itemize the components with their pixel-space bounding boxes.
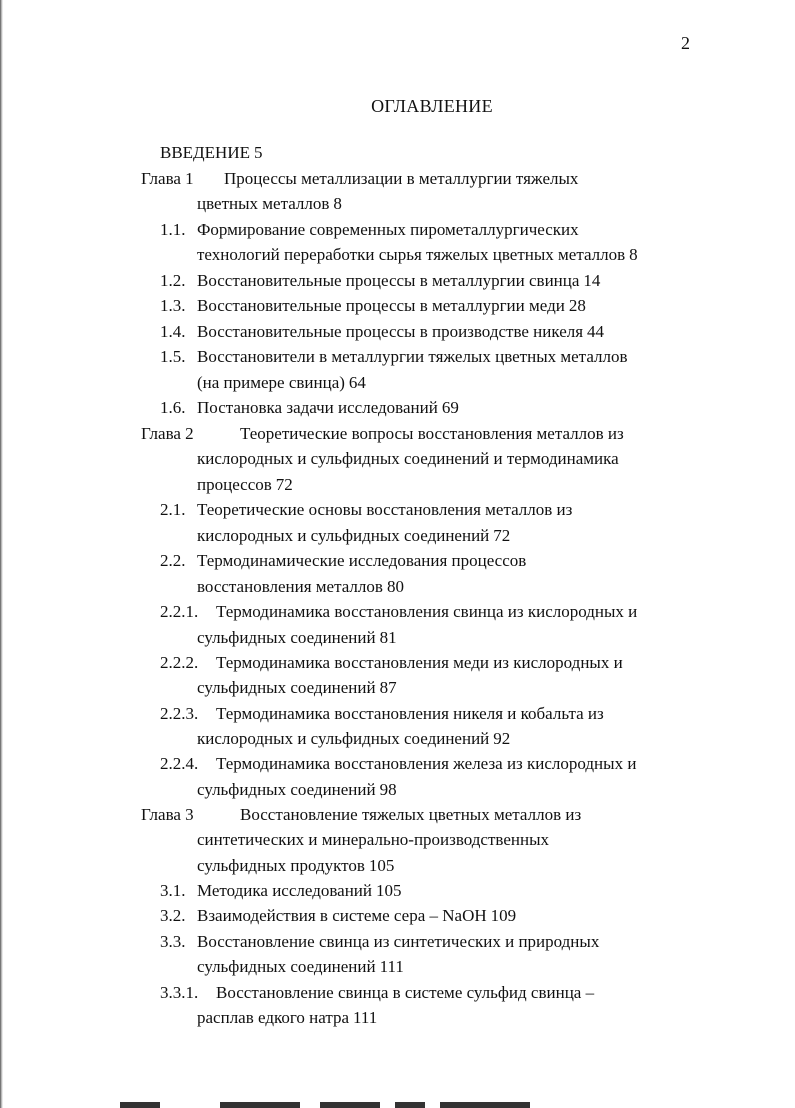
- toc-section-number: 1.2.: [160, 271, 186, 290]
- toc-subsection-number: 2.2.4.: [160, 754, 199, 773]
- toc-page-number: 105: [368, 856, 395, 875]
- toc-entry-label: сульфидных соединений: [197, 678, 376, 697]
- toc-page-number: 28: [568, 296, 586, 315]
- toc-entry-label: (на примере свинца): [197, 373, 345, 392]
- toc-entry-label: технологий переработки сырья тяжелых цветных металлов: [197, 245, 626, 264]
- toc-page-number: 105: [375, 881, 402, 900]
- toc-page-number: 5: [253, 143, 263, 162]
- toc-subsection-number: 3.3.1.: [160, 983, 199, 1002]
- toc-page-number: 8: [629, 245, 638, 264]
- toc-page-number: 109: [490, 906, 517, 925]
- toc-entry-label: Восстановительные процессы в металлургии свинца: [197, 271, 580, 290]
- toc-page-number: 64: [348, 373, 366, 392]
- toc-subsection-number: 2.2.3.: [160, 704, 199, 723]
- toc-entry-label: сульфидных соединений: [197, 957, 376, 976]
- toc-entry-label: ВВЕДЕНИЕ: [160, 143, 250, 162]
- toc-page-number: 80: [386, 577, 404, 596]
- toc-entry-label: Постановка задачи исследований: [197, 398, 438, 417]
- toc-section-number: 1.6.: [160, 398, 186, 417]
- toc-entry-label: восстановления металлов: [197, 577, 383, 596]
- toc-chapter-number: Глава 1: [141, 169, 194, 188]
- toc-section-number: 2.1.: [160, 500, 186, 519]
- toc-entry-label: Восстановительные процессы в металлургии меди: [197, 296, 565, 315]
- toc-page-number: 111: [353, 1008, 378, 1027]
- toc-chapter-number: Глава 2: [141, 424, 194, 443]
- toc-section-number: 3.2.: [160, 906, 186, 925]
- toc-entry-label: сульфидных соединений: [197, 780, 376, 799]
- toc-section-number: 3.3.: [160, 932, 186, 951]
- toc-entry-label: цветных металлов: [197, 194, 330, 213]
- cut-off-next-line: [120, 1098, 540, 1108]
- toc-entry-label: Восстановительные процессы в производстве никеля: [197, 322, 584, 341]
- toc-subsection-number: 2.2.2.: [160, 653, 199, 672]
- toc-page-number: 81: [379, 628, 397, 647]
- toc-section-number: 2.2.: [160, 551, 186, 570]
- page-number: 2: [681, 33, 690, 53]
- toc-page-number: 98: [379, 780, 397, 799]
- toc-entry-label: Взаимодействия в системе сера – NaOH: [197, 906, 487, 925]
- toc-entry-label: Методика исследований: [197, 881, 372, 900]
- toc-entry-label: кислородных и сульфидных соединений: [197, 729, 490, 748]
- toc-entry-label: процессов: [197, 475, 272, 494]
- toc-chapter-number: Глава 3: [141, 805, 194, 824]
- toc-page-number: 87: [379, 678, 397, 697]
- page-title: ОГЛАВЛЕНИЕ: [371, 96, 493, 116]
- toc-entry-label: сульфидных соединений: [197, 628, 376, 647]
- toc-section-number: 1.1.: [160, 220, 186, 239]
- toc-entry-label: кислородных и сульфидных соединений: [197, 526, 490, 545]
- toc-page-number: 14: [583, 271, 601, 290]
- toc-page-number: 92: [493, 729, 511, 748]
- toc-page-number: 72: [493, 526, 511, 545]
- toc-page-number: 44: [587, 322, 605, 341]
- toc-page-number: 111: [379, 957, 404, 976]
- toc-section-number: 3.1.: [160, 881, 186, 900]
- toc-section-number: 1.5.: [160, 347, 186, 366]
- toc-page-number: 72: [275, 475, 293, 494]
- toc-entry-label: расплав едкого натра: [197, 1008, 350, 1027]
- scan-edge: [0, 0, 3, 1108]
- toc-entry-label: сульфидных продуктов: [197, 856, 365, 875]
- toc-section-number: 1.4.: [160, 322, 186, 341]
- toc-page-number: 69: [441, 398, 459, 417]
- toc-section-number: 1.3.: [160, 296, 186, 315]
- toc-subsection-number: 2.2.1.: [160, 602, 199, 621]
- toc-page-number: 8: [333, 194, 342, 213]
